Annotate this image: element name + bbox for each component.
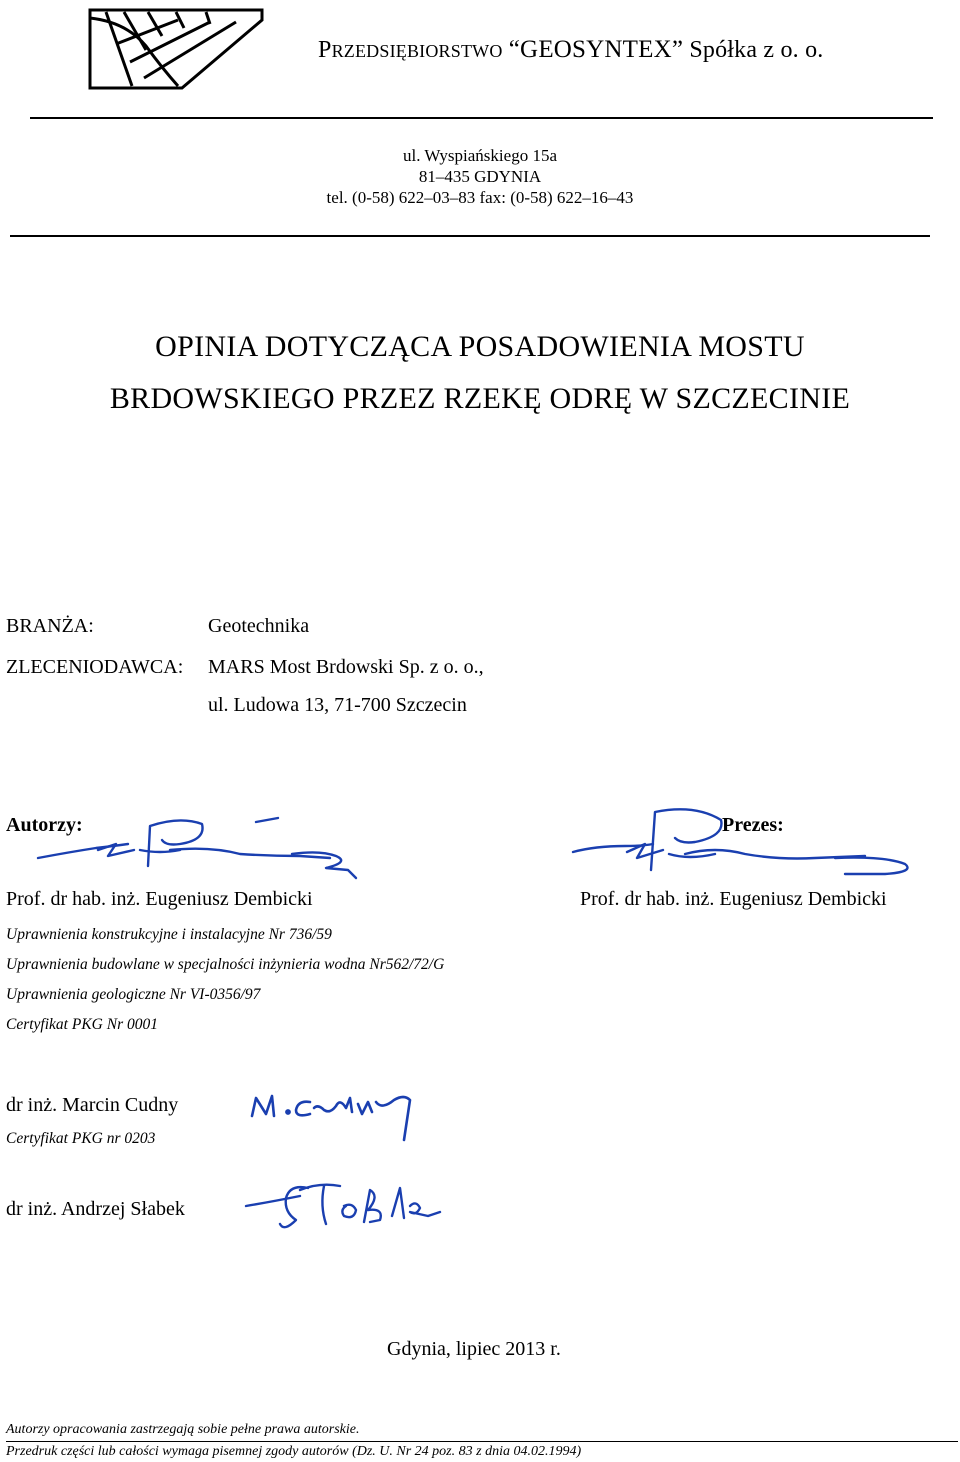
company-logo [86, 6, 266, 92]
address-phone-fax: tel. (0-58) 622–03–83 fax: (0-58) 622–16–43 [326, 188, 634, 207]
author-2-certificate: Certyfikat PKG nr 0203 [6, 1130, 156, 1147]
author-1-qualification: Uprawnienia konstrukcyjne i instalacyjne Nr 736/59 [6, 926, 332, 943]
footer-reprint-notice: Przedruk części lub całości wymaga pisemnej zgody autorów (Dz. U. Nr 24 poz. 83 z dnia 04.02.1994) [6, 1444, 582, 1459]
address-street: ul. Wyspiańskiego 15a [402, 146, 557, 165]
author-1-certificate: Certyfikat PKG Nr 0001 [6, 1016, 158, 1033]
president-name: Prof. dr hab. inż. Eugeniusz Dembicki [580, 888, 887, 910]
signature-slabek [240, 1176, 450, 1236]
document-title-line-1: OPINIA DOTYCZĄCA POSADOWIENIA MOSTU [155, 330, 805, 363]
authors-label: Autorzy: [6, 814, 83, 836]
client-name: MARS Most Brdowski Sp. z o. o., [208, 656, 484, 678]
document-title-line-2: BRDOWSKIEGO PRZEZ RZEKĘ ODRĘ W SZCZECINIE [109, 382, 851, 415]
footer-copyright: Autorzy opracowania zastrzegają sobie pełne prawa autorskie. [6, 1422, 360, 1437]
signature-dembicki-author [30, 810, 370, 882]
address-rule [10, 235, 930, 237]
author-2-name: dr inż. Marcin Cudny [6, 1094, 179, 1116]
address-city: 81–435 GDYNIA [418, 167, 542, 186]
place-and-date: Gdynia, lipiec 2013 r. [387, 1338, 561, 1360]
client-address: ul. Ludowa 13, 71-700 Szczecin [208, 694, 467, 716]
author-1-name: Prof. dr hab. inż. Eugeniusz Dembicki [6, 888, 313, 910]
author-3-name: dr inż. Andrzej Słabek [6, 1198, 185, 1220]
president-label: Prezes: [722, 814, 784, 836]
signature-cudny [244, 1086, 424, 1142]
header-rule [30, 117, 933, 119]
footer-rule [6, 1441, 958, 1442]
client-label: ZLECENIODAWCA: [6, 656, 184, 678]
branza-label: BRANŻA: [6, 615, 94, 637]
branza-value: Geotechnika [208, 615, 310, 637]
signature-dembicki-president [565, 804, 925, 884]
author-1-qualification: Uprawnienia budowlane w specjalności inżynieria wodna Nr562/72/G [6, 956, 445, 973]
company-name: PRZEDSIĘBIORSTWO “GEOSYNTEX” Spółka z o. o. [318, 36, 824, 63]
author-1-qualification: Uprawnienia geologiczne Nr VI-0356/97 [6, 986, 261, 1003]
